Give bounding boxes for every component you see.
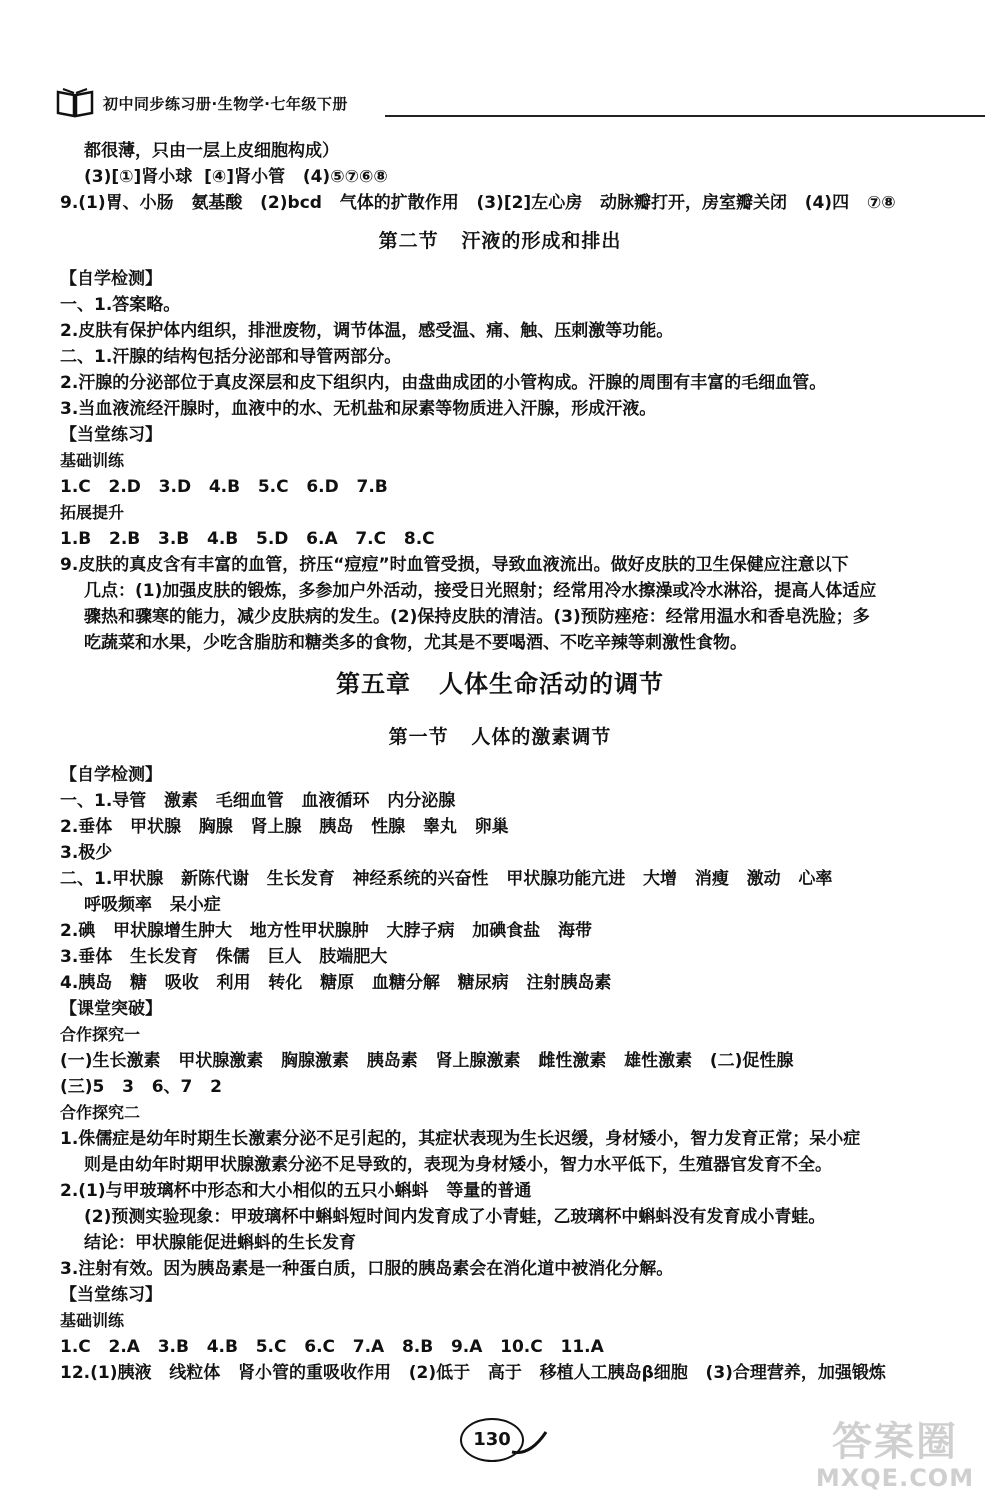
text-line: 9.皮肤的真皮含有丰富的血管，挤压“痘痘”时血管受损，导致血液流出。做好皮肤的卫生保健应注意以下 (60, 555, 849, 575)
label-hezuo1: 合作探究一 (60, 1025, 141, 1044)
watermark-logo: 答案圈 (832, 1419, 958, 1465)
section-title: 第二节 汗液的形成和排出 (378, 230, 622, 252)
text-line: 一、1.答案略。 (60, 295, 181, 315)
subhead-ketang: 【课堂突破】 (60, 999, 162, 1019)
text-line: 二、1.甲状腺 新陈代谢 生长发育 神经系统的兴奋性 甲状腺功能亢进 大增 消瘦 激动 心率 (60, 869, 833, 889)
text-line: 9.(1)胃、小肠 氨基酸 (2)bcd 气体的扩散作用 (3)[2]左心房 动脉瓣打开，房室瓣关闭 (4)四 ⑦⑧ (60, 193, 896, 213)
text-line: 骤热和骤寒的能力，减少皮肤病的发生。(2)保持皮肤的清洁。(3)预防痤疮：经常用温水和香皂洗脸；多 (84, 607, 870, 627)
answer-line: 1.B 2.B 3.B 4.B 5.D 6.A 7.C 8.C (60, 529, 435, 549)
book-icon (55, 86, 95, 118)
subhead-zixue: 【自学检测】 (60, 765, 162, 785)
text-line: 4.胰岛 糖 吸收 利用 转化 糖原 血糖分解 糖尿病 注射胰岛素 (60, 973, 612, 993)
page-header (55, 84, 985, 124)
text-line: 结论：甲状腺能促进蝌蚪的生长发育 (84, 1233, 356, 1253)
text-line: 一、1.导管 激素 毛细血管 血液循环 内分泌腺 (60, 791, 456, 811)
chapter-title: 第五章 人体生命活动的调节 (335, 670, 665, 698)
text-line: 则是由幼年时期甲状腺激素分泌不足导致的，表现为身材矮小，智力水平低下，生殖器官发育不全。 (84, 1155, 832, 1175)
subhead-dangtang: 【当堂练习】 (60, 1285, 162, 1305)
label-jichu: 基础训练 (60, 1311, 125, 1330)
text-line: 呼吸频率 呆小症 (84, 895, 221, 915)
watermark-url: MXQE.COM (815, 1464, 975, 1492)
label-jichu: 基础训练 (60, 451, 125, 470)
text-line: 吃蔬菜和水果，少吃含脂肪和糖类多的食物，尤其是不要喝酒、不吃辛辣等刺激性食物。 (84, 633, 747, 653)
text-line: 2.汗腺的分泌部位于真皮深层和皮下组织内，由盘曲成团的小管构成。汗腺的周围有丰富的毛细血管。 (60, 373, 827, 393)
text-line: 3.当血液流经汗腺时，血液中的水、无机盐和尿素等物质进入汗腺，形成汗液。 (60, 399, 657, 419)
text-line: (3)[①]肾小球 [④]肾小管 (4)⑤⑦⑥⑧ (84, 167, 388, 187)
text-line: 都很薄，只由一层上皮细胞构成） (84, 141, 339, 161)
swoosh-icon (510, 1422, 550, 1462)
text-line: (三)5 3 6、7 2 (60, 1077, 222, 1097)
text-line: (2)预测实验现象：甲玻璃杯中蝌蚪短时间内发育成了小青蛙，乙玻璃杯中蝌蚪没有发育成小青蛙。 (84, 1207, 826, 1227)
text-line: 3.垂体 生长发育 侏儒 巨人 肢端肥大 (60, 947, 388, 967)
answer-content (60, 138, 940, 1386)
text-line: 3.极少 (60, 843, 113, 863)
answer-line: 1.C 2.D 3.D 4.B 5.C 6.D 7.B (60, 477, 388, 497)
text-line: 几点：(1)加强皮肤的锻炼，多参加户外活动，接受日光照射；经常用冷水擦澡或冷水淋浴，提高人体适应 (84, 581, 877, 601)
text-line: 3.注射有效。因为胰岛素是一种蛋白质，口服的胰岛素会在消化道中被消化分解。 (60, 1259, 674, 1279)
label-hezuo2: 合作探究二 (60, 1103, 141, 1122)
page-number: 130 (460, 1418, 524, 1462)
text-line: 12.(1)胰液 线粒体 肾小管的重吸收作用 (2)低于 高于 移植人工胰岛β细胞 (3)合理营养，加强锻炼 (60, 1363, 886, 1383)
subhead-zixue: 【自学检测】 (60, 269, 162, 289)
text-line: 二、1.汗腺的结构包括分泌部和导管两部分。 (60, 347, 402, 367)
subhead-dangtang: 【当堂练习】 (60, 425, 162, 445)
text-line: 2.垂体 甲状腺 胸腺 肾上腺 胰岛 性腺 睾丸 卵巢 (60, 817, 509, 837)
text-line: 2.(1)与甲玻璃杯中形态和大小相似的五只小蝌蚪 等量的普通 (60, 1181, 532, 1201)
answer-line: 1.C 2.A 3.B 4.B 5.C 6.C 7.A 8.B 9.A 10.C 11.A (60, 1337, 604, 1357)
header-rule (385, 115, 985, 117)
text-line: (一)生长激素 甲状腺激素 胸腺激素 胰岛素 肾上腺激素 雌性激素 雄性激素 (二)促性腺 (60, 1051, 794, 1071)
text-line: 2.皮肤有保护体内组织，排泄废物，调节体温，感受温、痛、触、压刺激等功能。 (60, 321, 674, 341)
section-title: 第一节 人体的激素调节 (388, 726, 612, 748)
text-line: 2.碘 甲状腺增生肿大 地方性甲状腺肿 大脖子病 加碘食盐 海带 (60, 921, 593, 941)
book-title: 初中同步练习册·生物学·七年级下册 (103, 95, 348, 113)
label-tuozhan: 拓展提升 (60, 503, 125, 522)
page-number-badge (460, 1418, 550, 1468)
watermark (800, 1420, 990, 1495)
text-line: 1.侏儒症是幼年时期生长激素分泌不足引起的，其症状表现为生长迟缓，身材矮小，智力发育正常；呆小症 (60, 1129, 861, 1149)
